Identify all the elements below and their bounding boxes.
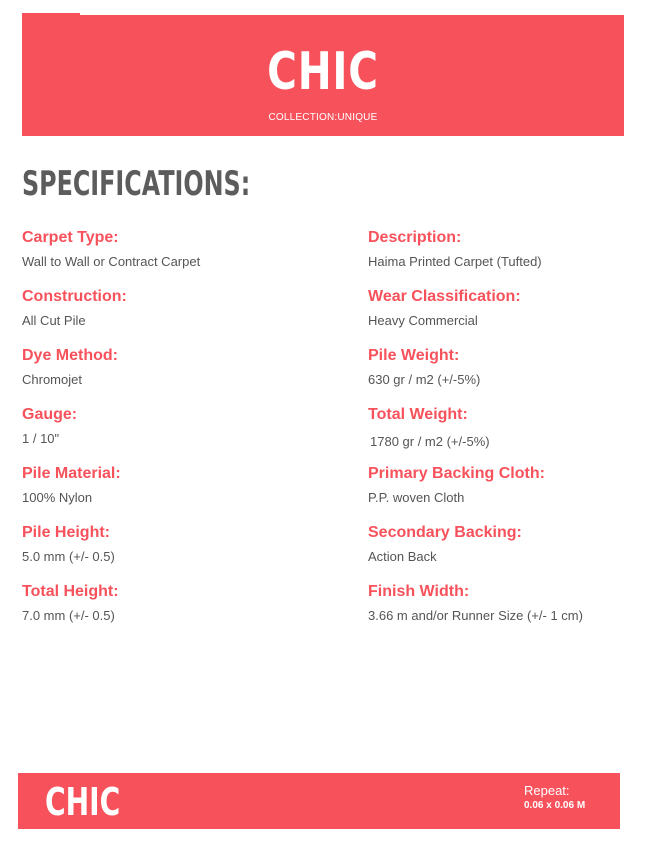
spec-gauge [22,405,352,464]
spec-value: Action Back [368,549,437,564]
spec-value: P.P. woven Cloth [368,490,465,505]
spec-carpet-type [22,228,352,287]
repeat-label: Repeat: [524,783,570,798]
spec-wear-classification [368,287,638,346]
spec-label: Description: [368,229,462,246]
spec-value: 1 / 10" [22,431,60,446]
spec-value: 7.0 mm (+/- 0.5) [22,608,115,623]
spec-label: Gauge: [22,406,78,423]
header-banner [22,15,624,136]
spec-pile-weight [368,346,638,405]
spec-description [368,228,638,287]
spec-value: 630 gr / m2 (+/-5%) [368,372,481,387]
spec-value: Wall to Wall or Contract Carpet [22,254,201,269]
spec-label: Primary Backing Cloth: [368,465,545,482]
specifications-right-column [368,228,638,641]
spec-total-weight [368,405,638,464]
spec-total-height [22,582,352,641]
spec-label: Dye Method: [22,347,118,364]
spec-finish-width [368,582,638,641]
spec-value: Heavy Commercial [368,313,478,328]
repeat-value: 0.06 x 0.06 M [524,800,586,811]
spec-value: 5.0 mm (+/- 0.5) [22,549,115,564]
spec-value: Haima Printed Carpet (Tufted) [368,254,542,269]
spec-value: All Cut Pile [22,313,86,328]
spec-value: 100% Nylon [22,490,93,505]
spec-value: Chromojet [22,372,82,387]
specifications-left-column [22,228,352,641]
spec-label: Finish Width: [368,583,470,600]
collection-subtitle: COLLECTION:UNIQUE [268,112,378,123]
spec-secondary-backing [368,523,638,582]
spec-pile-material [22,464,352,523]
spec-label: Construction: [22,288,127,305]
footer-banner [18,773,620,829]
spec-label: Total Height: [22,583,119,600]
spec-label: Pile Height: [22,524,111,541]
spec-label: Carpet Type: [22,229,119,246]
spec-label: Pile Weight: [368,347,460,364]
spec-dye-method [22,346,352,405]
specifications-heading: SPECIFICATIONS: [22,164,251,204]
collection-title: CHIC [267,42,379,102]
spec-construction [22,287,352,346]
spec-label: Pile Material: [22,465,121,482]
spec-pile-height [22,523,352,582]
spec-label: Wear Classification: [368,288,521,305]
spec-label: Total Weight: [368,406,468,423]
spec-value: 1780 gr / m2 (+/-5%) [370,434,490,449]
footer-collection-title: CHIC [45,780,121,824]
spec-value: 3.66 m and/or Runner Size (+/- 1 cm) [368,608,583,623]
spec-label: Secondary Backing: [368,524,522,541]
spec-primary-backing-cloth [368,464,638,523]
